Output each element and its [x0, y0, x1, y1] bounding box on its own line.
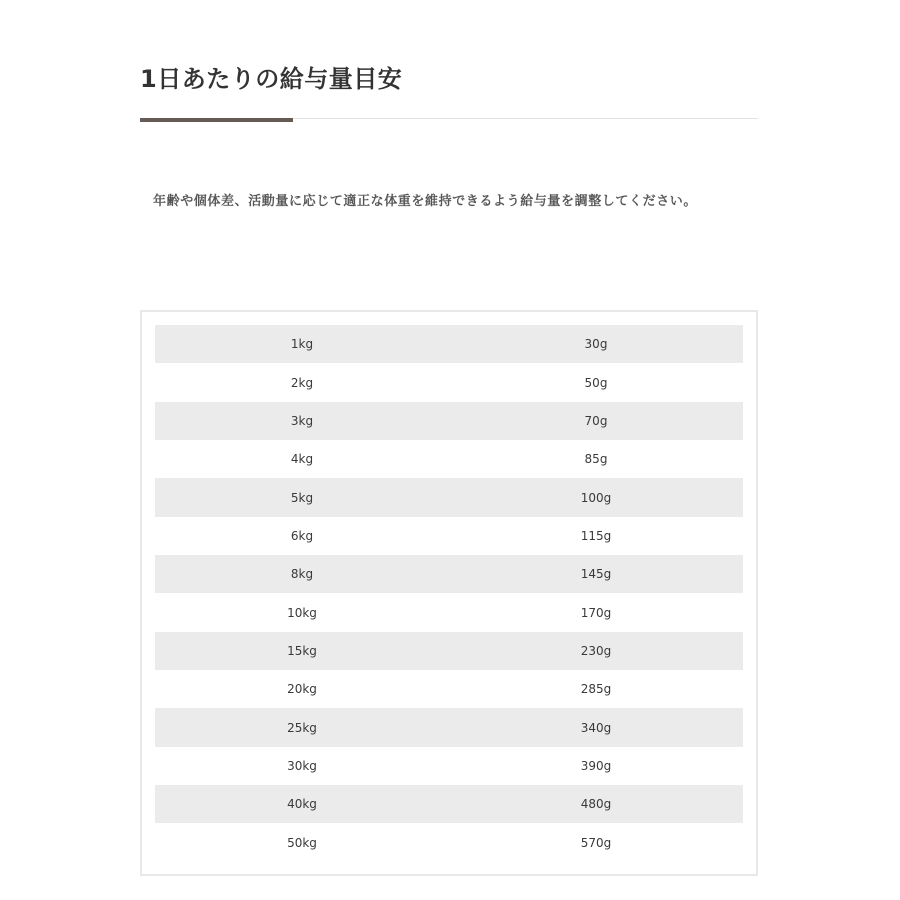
table-row: [155, 325, 743, 363]
weight-cell: 4kg: [290, 452, 314, 467]
weight-cell: 2kg: [290, 375, 314, 390]
weight-cell: 6kg: [290, 528, 314, 543]
table-row: [155, 632, 743, 670]
table-row: [155, 440, 743, 478]
heading-divider-accent: [140, 118, 293, 122]
amount-cell: 230g: [449, 632, 743, 670]
table-row: [155, 517, 743, 555]
weight-cell: 8kg: [155, 555, 449, 593]
amount-cell: 145g: [449, 555, 743, 593]
table-row: [155, 593, 743, 631]
amount-cell: 30g: [449, 325, 743, 363]
table-row: [155, 478, 743, 516]
table-row: [155, 747, 743, 785]
amount-cell: 50g: [584, 375, 608, 390]
weight-cell: 15kg: [155, 632, 449, 670]
amount-cell: 70g: [449, 402, 743, 440]
weight-cell: 50kg: [287, 835, 317, 850]
table-row: [155, 823, 743, 861]
weight-cell: 25kg: [155, 708, 449, 746]
amount-cell: 285g: [580, 682, 612, 697]
feeding-table: [155, 325, 743, 862]
table-row: [155, 708, 743, 746]
section-heading: 1日あたりの給与量目安: [140, 65, 403, 93]
table-row: [155, 555, 743, 593]
weight-cell: 40kg: [155, 785, 449, 823]
amount-cell: 480g: [449, 785, 743, 823]
amount-cell: 100g: [449, 478, 743, 516]
weight-cell: 1kg: [155, 325, 449, 363]
table-row: [155, 402, 743, 440]
feeding-note: 年齢や個体差、活動量に応じて適正な体重を維持できるよう給与量を調整してください。: [153, 194, 698, 209]
amount-cell: 340g: [449, 708, 743, 746]
weight-cell: 30kg: [287, 758, 317, 773]
table-row: [155, 363, 743, 401]
amount-cell: 85g: [584, 452, 608, 467]
amount-cell: 115g: [580, 528, 612, 543]
weight-cell: 10kg: [287, 605, 317, 620]
table-row: [155, 785, 743, 823]
weight-cell: 20kg: [287, 682, 317, 697]
weight-cell: 5kg: [155, 478, 449, 516]
table-row: [155, 670, 743, 708]
amount-cell: 390g: [580, 758, 612, 773]
amount-cell: 570g: [580, 835, 612, 850]
feeding-table-container: [140, 310, 758, 876]
weight-cell: 3kg: [155, 402, 449, 440]
amount-cell: 170g: [580, 605, 612, 620]
